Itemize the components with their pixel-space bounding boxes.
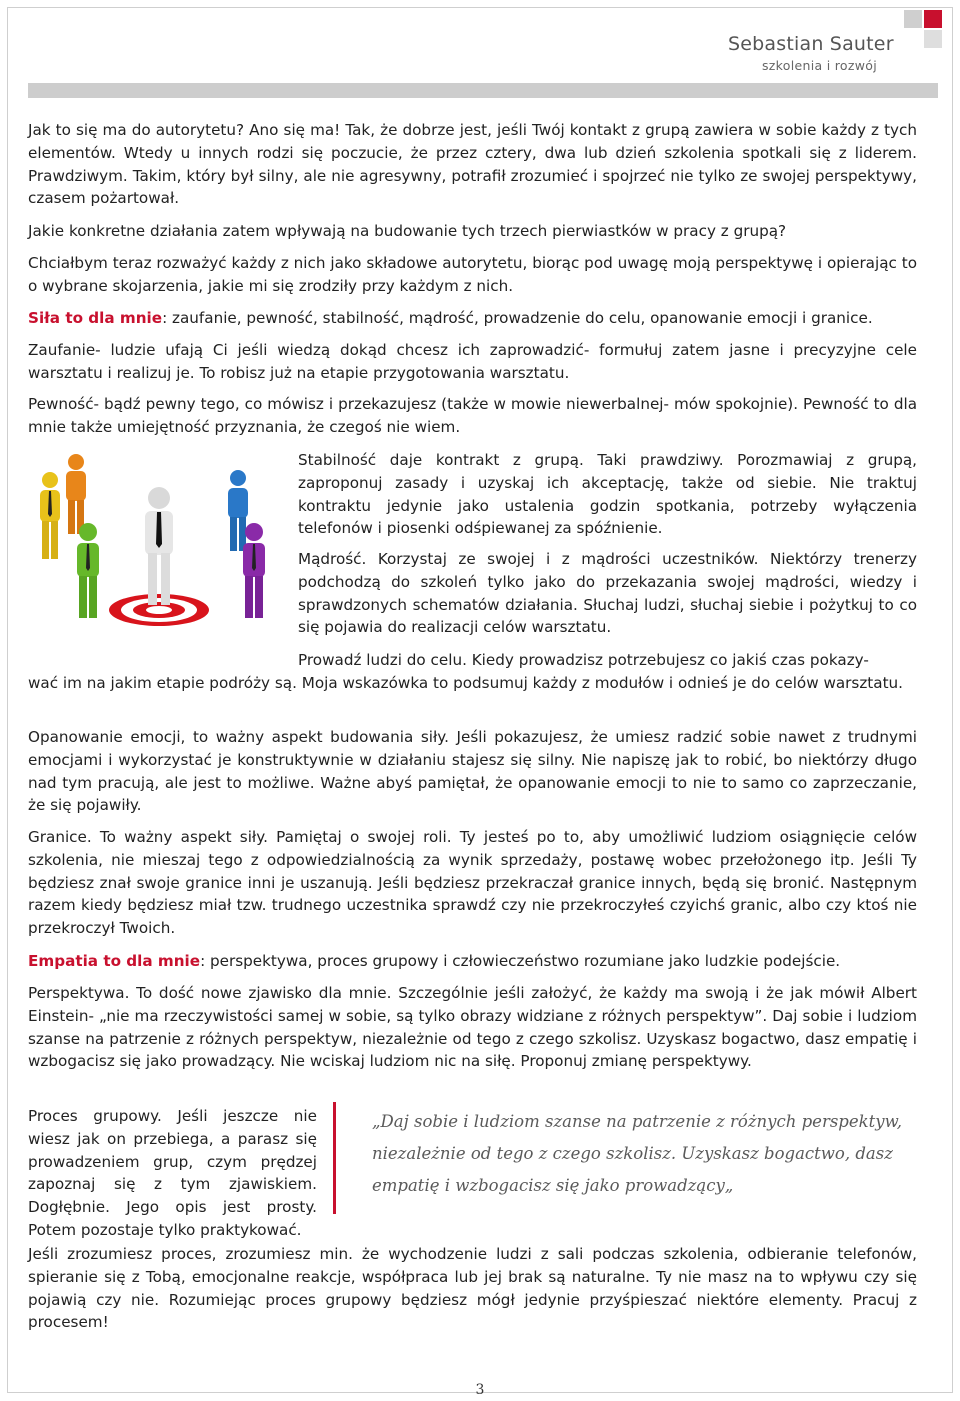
paragraph-stability: Stabilność daje kontrakt z grupą. Taki prawdziwy. Porozmawiaj z grupą, zaproponuj zasady i uzyskaj ich akceptację, także od siebie. Nie traktuj kontraktu jedynie jako ustalenia godzin spotkania, potrzeby wyłączenia telefonów i piosenki odśpiewanej za spóźnienie.: [298, 451, 917, 538]
header-bar: [28, 83, 938, 98]
empathy-text: : perspektywa, proces grupowy i człowieczeństwo rozumiane jako ludzkie podejście.: [200, 952, 841, 970]
logo-square-grey: [904, 10, 922, 28]
figure-yellow: [40, 472, 60, 559]
figure-green: [77, 523, 99, 618]
paragraph-goal-start: Prowadź ludzi do celu. Kiedy prowadzisz potrzebujesz co jakiś czas pokazy-: [298, 651, 869, 669]
paragraph-confidence: Pewność- bądź pewny tego, co mówisz i przekazujesz (także w mowie niewerbalnej- mów spokojnie). Pewność to dla mnie także umiejętność przyznania, że czegoś nie wiem.: [28, 395, 917, 436]
brand-tagline: szkolenia i rozwój: [762, 58, 877, 73]
empathy-label: Empatia to dla mnie: [28, 952, 201, 970]
figure-blue: [228, 470, 248, 551]
logo-square-light: [924, 30, 942, 48]
paragraph-group-process: Proces grupowy. Jeśli jeszcze nie wiesz jak on przebiega, a parasz się prowadzeniem grup, czym prędzej zapoznaj się z tym zjawiskiem. Dogłębnie. Jego opis jest prosty. Potem pozostaje tylko praktykować.: [28, 1107, 317, 1239]
paragraph-trust: Zaufanie- ludzie ufają Ci jeśli wiedzą dokąd chcesz ich zaprowadzić- formułuj zatem jasne i precyzyjne cele warsztatu i realizuj je. To robisz już na etapie przygotowania warsztatu.: [28, 341, 917, 382]
figure-purple: [243, 523, 265, 618]
page-number: 3: [475, 1382, 485, 1398]
pull-quote: „Daj sobie i ludziom szanse na patrzenie z różnych perspektyw, niezależnie od tego z czego szkolisz. Uzyskasz bogactwo, dasz empatię i wzbogacisz się jako prowadzący„: [372, 1112, 902, 1195]
paragraph-question: Jakie konkretne działania zatem wpływają na budowanie tych trzech pierwiastków w pracy z grupą?: [28, 222, 787, 240]
figure-orange: [66, 454, 86, 534]
paragraph-goal-rest: wać im na jakim etapie podróży są. Moja wskazówka to podsumuj każdy z modułów i odnieś je do celów warsztatu.: [28, 674, 903, 692]
quote-accent-bar: [333, 1102, 336, 1214]
paragraph-components: Chciałbym teraz rozważyć każdy z nich jako składowe autorytetu, biorąc pod uwagę moją perspektywę i opierając to o wybrane skojarzenia, jakie mi się zrodziły przy każdym z nich.: [28, 254, 917, 295]
paragraph-emotions: Opanowanie emocji, to ważny aspekt budowania siły. Jeśli pokazujesz, że umiesz radzić sobie nawet z trudnymi emocjami i wykorzystać je konstruktywnie w działaniu stajesz się silny. Nie napiszę jak to robić, bo niektórzy długo nad tym pracują, ale jest to możliwe. Ważne abyś pamiętał, że opanowanie emocji to nie to samo co zaprzeczanie, że się pojawiły.: [28, 728, 917, 815]
paragraph-intro: Jak to się ma do autorytetu? Ano się ma! Tak, że dobrze jest, jeśli Twój kontakt z grupą zawiera w sobie każdy z tych elementów. Wtedy u innych rodzi się poczucie, że przez cztery, dwa lub dzień szkolenia spotkali się z liderem. Prawdziwym. Takim, który był silny, ale nie agresywny, potrafił zrozumieć i spojrzeć nie tylko ze swojej perspektywy, czasem pożartował.: [28, 121, 917, 208]
paragraph-strength: [28, 307, 917, 330]
paragraph-boundaries: Granice. To ważny aspekt siły. Pamiętaj o swojej roli. Ty jesteś po to, aby umożliwić ludziom osiągnięcie celów szkolenia, nie mieszaj tego z odpowiedzialnością za wynik sprzedaży, postawę wobec przełożonego itp. Jeśli Ty będziesz znał swoje granice inni je uszanują. Jeśli będziesz przekraczał granice innych, będą się bronić. Następnym razem kiedy będziesz miał tzw. trudnego uczestnika sprawdź czy nie przekroczyłeś czyichś granic, albo czy ktoś nie przekroczył Twoich.: [28, 828, 917, 938]
paragraph-wisdom: Mądrość. Korzystaj ze swojej i z mądrości uczestników. Niektórzy trenerzy podchodzą do szkoleń tylko jako do przekazania swojej mądrości, wiedzy i sprawdzonych schematów działania. Słuchaj ludzi, słuchaj siebie i pożytkuj to co się pojawia do realizacji celów warsztatu.: [298, 550, 917, 637]
logo-square-red: [924, 10, 942, 28]
paragraph-process-conclusion: Jeśli zrozumiesz proces, zrozumiesz min. że wychodzenie ludzi z sali podczas szkolenia, odbieranie telefonów, spieranie się z Tobą, emocjonalne reakcje, współpraca lub jej brak są naturalne. Ty nie masz na to wpływu czy się pojawią czy nie. Rozumiejąc proces grupowy będziesz mógł jedynie przyśpieszać niektóre elementy. Pracuj z procesem!: [28, 1245, 917, 1332]
figure-center: [145, 487, 173, 605]
leader-target-illustration: [28, 440, 290, 650]
paragraph-perspective: Perspektywa. To dość nowe zjawisko dla mnie. Szczególnie jeśli założyć, że każdy ma swoją i że jak mówił Albert Einstein- „nie ma rzeczywistości samej w sobie, są tylko obrazy widziane z różnych perspektyw”. Daj sobie i ludziom szanse na patrzenie z różnych perspektyw, niezależnie od tego z czego szkolisz. Uzyskasz bogactwo, dasz empatię i wzbogacisz się jako prowadzący. Nie wciskaj ludziom nic na siłę. Proponuj zmianę perspektywy.: [28, 984, 917, 1071]
brand-name: Sebastian Sauter: [728, 33, 894, 55]
strength-label: Siła to dla mnie: [28, 309, 163, 327]
paragraph-empathy: [28, 950, 917, 973]
strength-text: : zaufanie, pewność, stabilność, mądrość, prowadzenie do celu, opanowanie emocji i granice.: [162, 309, 873, 327]
